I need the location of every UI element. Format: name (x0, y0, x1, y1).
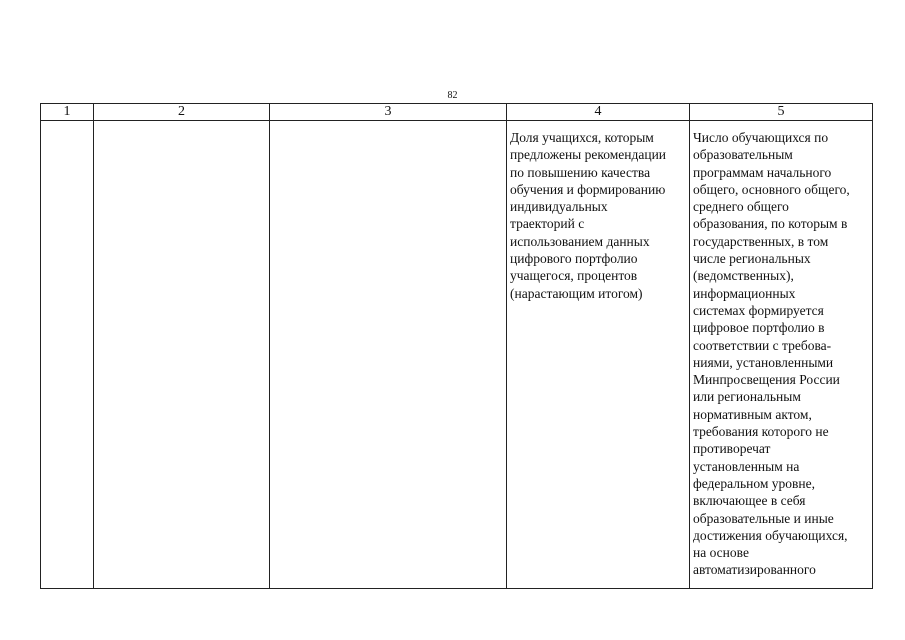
cell-col2 (94, 121, 270, 589)
calculation-basis-cell: Число обучающихся по образовательным программам начального общего, основного общего, среднего общего образования, по которым в государственных, в том числе региональных (ведомственных), информационных системах формируется цифровое портфолио в соответствии с требова- ниями, установленными Минпросвещения России или региональным нормативным актом, требования которого не противоречат установленным на федеральном уровне, включающее в себя образовательные и иные достижения обучающихся, на основе автоматизированного (690, 121, 873, 589)
column-header-5: 5 (690, 104, 873, 121)
document-table (40, 103, 873, 589)
column-header-1: 1 (41, 104, 94, 121)
column-header-4: 4 (507, 104, 690, 121)
cell-col3 (270, 121, 507, 589)
column-header-2: 2 (94, 104, 270, 121)
indicator-description-cell: Доля учащихся, которым предложены рекомендации по повышению качества обучения и формированию индивидуальных траекторий с использованием данных цифрового портфолио учащегося, процентов (нарастающим итогом) (507, 121, 690, 589)
table-row (41, 121, 873, 589)
page-number: 82 (447, 90, 458, 101)
table-header-row (41, 104, 873, 121)
column-header-3: 3 (270, 104, 507, 121)
cell-col1 (41, 121, 94, 589)
